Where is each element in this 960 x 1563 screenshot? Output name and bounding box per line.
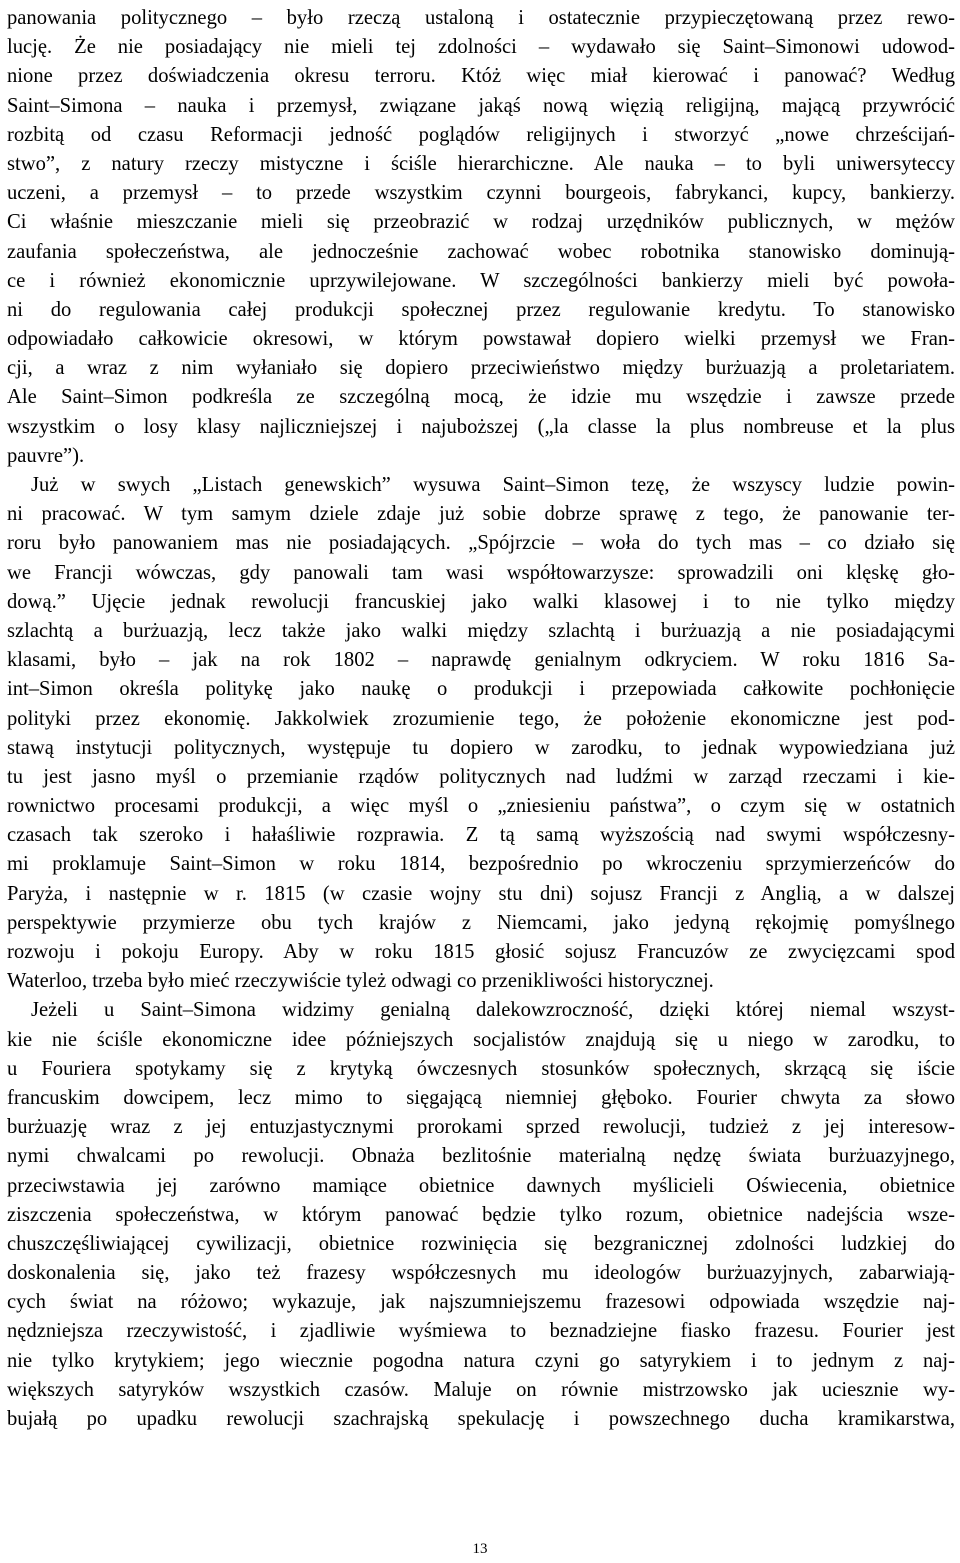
- text-line: stawą instytucji politycznych, występuje tu dopiero w zarodku, to jednak wypowiedziana już: [7, 736, 955, 759]
- text-line: cych świat na różowo; wykazuje, jak najszumniejszemu frazesowi odpowiada wszędzie naj-: [7, 1291, 955, 1314]
- text-line: nie tylko krytykiem; jego wiecznie pogodna natura czyni go satyrykiem i to jednym z naj-: [7, 1349, 955, 1372]
- text-line: burżuazję wraz z jej entuzjastycznymi prorokami sprzed rewolucji, tudzież z jej interesow-: [7, 1116, 955, 1139]
- text-line: kie nie ściśle ekonomiczne idee późniejszych socjalistów znajdują się u niego w zarodku, to: [7, 1028, 955, 1051]
- text-line: klasami, było – jak na rok 1802 – naprawdę genialnym odkryciem. W roku 1816 Sa-: [7, 649, 955, 672]
- text-line: nione przez doświadczenia okresu terroru. Któż więc miał kierować i panować? Według: [7, 65, 955, 88]
- text-line: stwo”, z natury rzeczy mistyczne i ściśle hierarchiczne. Ale nauka – to byli uniwersyteccy: [7, 152, 955, 175]
- text-line: rownictwo procesami produkcji, a więc myśl o „zniesieniu państwa”, o czym się w ostatnich: [7, 795, 955, 818]
- document-page: [7, 4, 955, 1544]
- text-line: nędzniejsza rzeczywistość, i zjadliwie wyśmiewa to beznadziejne fiasko frazesu. Fourier jest: [7, 1320, 955, 1343]
- text-line: wszystkim o losy klasy najliczniejszej i najuboższej („la classe la plus nombreuse et la plus: [7, 415, 955, 438]
- text-line: roru było panowaniem mas nie posiadających. „Spójrzcie – woła do tych mas – co działo się: [7, 532, 955, 555]
- text-line: nymi chwalcami po rewolucji. Obnaża bezlitośnie materialną nędzę świata burżuazyjnego,: [7, 1145, 955, 1168]
- text-line: przeciwstawia jej zarówno mamiące obietnice dawnych myślicieli Oświecenia, obietnice: [7, 1174, 955, 1197]
- text-line: Ci właśnie mieszczanie mieli się przeobrazić w rodzaj urzędników publicznych, w mężów: [7, 211, 955, 234]
- text-line: Saint–Simona – nauka i przemysł, związane jakąś nową więzią religijną, mającą przywrócić: [7, 94, 955, 117]
- text-line: ni pracować. W tym samym dziele zdaje już sobie dobrze sprawę z tego, że panowanie ter-: [7, 503, 955, 526]
- text-line: perspektywie przymierze obu tych krajów z Niemcami, jako jedyną rękojmię pomyślnego: [7, 911, 955, 934]
- text-line: chuszczęśliwiającej cywilizacji, obietnice rozwinięcia się bezgranicznej zdolności ludzkiej do: [7, 1232, 955, 1255]
- text-line: doskonalenia się, jako też frazesy współczesnych mu ideologów burżuazyjnych, zabarwiają-: [7, 1262, 955, 1285]
- text-line: ziszczenia społeczeństwa, w którym panować będzie tylko rozum, obietnice nadejścia wsze-: [7, 1203, 955, 1226]
- text-line: czasach tak szeroko i hałaśliwie rozprawia. Z tą samą wyższością nad swymi współczesny-: [7, 824, 955, 847]
- text-line: polityki przez ekonomię. Jakkolwiek zrozumienie tego, że położenie ekonomiczne jest pod-: [7, 707, 955, 730]
- text-line: tu jest jasno myśl o przemianie rządów politycznych nad ludźmi w zarząd rzeczami i kie-: [7, 765, 955, 788]
- text-line: francuskim dowcipem, lecz mimo to sięgającą niemniej głęboko. Fourier chwyta za słowo: [7, 1086, 955, 1109]
- text-line: u Fouriera spotykamy się z krytyką ówczesnych stosunków społecznych, skrzącą się iście: [7, 1057, 955, 1080]
- text-line: ni do regulowania całej produkcji społecznej przez regulowanie kredytu. To stanowisko: [7, 298, 955, 321]
- text-line: we Francji wówczas, gdy panowali tam wasi współtowarzysze: sprowadzili oni klęskę gło-: [7, 561, 955, 584]
- text-line: dową.” Ujęcie jednak rewolucji francuskiej jako walki klasowej i to nie tylko między: [7, 590, 955, 613]
- text-line: odpowiadało całkowicie okresowi, w którym powstawał dopiero wielki przemysł we Fran-: [7, 328, 955, 351]
- body-text: [7, 4, 955, 1434]
- text-line: Ale Saint–Simon podkreśla ze szczególną mocą, że idzie mu wszędzie i zawsze przede: [7, 386, 955, 409]
- text-line: szlachtą a burżuazją, lecz także jako walki między szlachtą i burżuazją a nie posiadającymi: [7, 619, 955, 642]
- text-line: panowania politycznego – było rzeczą ustaloną i ostatecznie przypieczętowaną przez rewo-: [7, 7, 955, 29]
- text-line: rozbitą od czasu Reformacji jedność poglądów religijnych i stworzyć „nowe chrześcijań-: [7, 123, 955, 146]
- text-line: Paryża, i następnie w r. 1815 (w czasie wojny stu dni) sojusz Francji z Anglią, a w dalszej: [7, 882, 955, 905]
- text-line: lucję. Że nie posiadający nie mieli tej zdolności – wydawało się Saint–Simonowi udowod-: [7, 36, 955, 59]
- text-line: mi proklamuje Saint–Simon w roku 1814, bezpośrednio po wkroczeniu sprzymierzeńców do: [7, 853, 955, 876]
- text-line: int–Simon określa politykę jako naukę o produkcji i przepowiada całkowite pochłonięcie: [7, 678, 955, 701]
- page-number: 13: [472, 1541, 488, 1557]
- text-line: Już w swych „Listach genewskich” wysuwa Saint–Simon tezę, że wszyscy ludzie powin-: [31, 474, 955, 496]
- text-line: cji, a wraz z nim wyłaniało się dopiero przeciwieństwo między burżuazją a proletariatem.: [7, 357, 955, 380]
- text-line: większych satyryków wszystkich czasów. Maluje on równie mistrzowsko jak uciesznie wy-: [7, 1378, 955, 1401]
- text-line: rozwoju i pokoju Europy. Aby w roku 1815 głosić sojusz Francuzów ze zwycięzcami spod: [7, 941, 955, 963]
- text-line: Waterloo, trzeba było mieć rzeczywiście tyleż odwagi co przenikliwości historycznej.: [7, 970, 714, 993]
- text-line: pauvre”).: [7, 444, 85, 467]
- text-line: Jeżeli u Saint–Simona widzimy genialną dalekowzroczność, dzięki której niemal wszyst-: [31, 999, 955, 1022]
- text-line: ce i również ekonomicznie uprzywilejowane. W szczególności bankierzy mieli być powoła-: [7, 269, 955, 292]
- text-line: zaufania społeczeństwa, ale jednocześnie zachować wobec robotnika stanowisko dominują-: [7, 240, 955, 263]
- text-line: bujałą po upadku rewolucji szachrajską spekulację i powszechnego ducha kramikarstwa,: [7, 1408, 955, 1430]
- text-line: uczeni, a przemysł – to przede wszystkim czynni bourgeois, fabrykanci, kupcy, bankierzy.: [7, 182, 955, 205]
